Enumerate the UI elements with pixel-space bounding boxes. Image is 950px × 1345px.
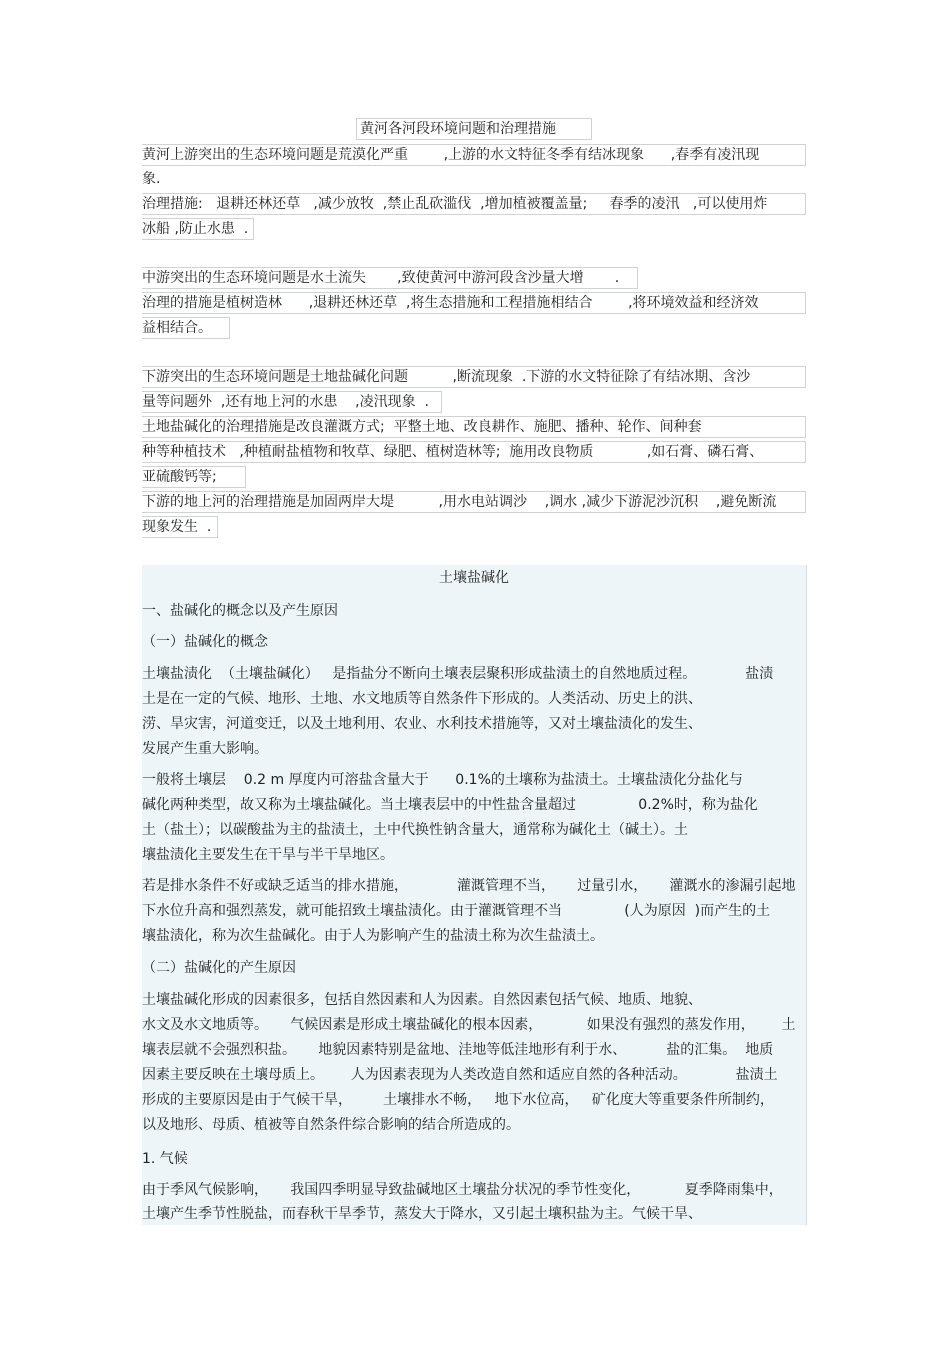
paragraph-3-line-1: 若是排水条件不好或缺乏适当的排水措施， 灌溉管理不当， 过量引水， 灌溉水的渗漏引起地 — [142, 878, 796, 894]
paragraph-1-line-1: 土壤盐渍化 （土壤盐碱化） 是指盐分不断向土壤表层聚积形成盐渍土的自然地质过程。 盐渍 — [142, 666, 774, 682]
salinization-measures-line-1: 土地盐碱化的治理措施是改良灌溉方式; 平整土地、改良耕作、施肥、播种、轮作、间种套 — [142, 419, 702, 435]
heading-concept: （一）盐碱化的概念 — [142, 634, 268, 650]
paragraph-2-line-3: 土（盐土）；以碳酸盐为主的盐渍土，土中代换性钠含量大，通常称为碱化土（碱土）。土 — [142, 822, 688, 838]
upper-reach-line-1: 黄河上游突出的生态环境问题是荒漠化严重 ,上游的水文特征冬季有结冰现象 ,春季有凌汛现 — [142, 147, 760, 163]
middle-measures-line-1: 治理的措施是植树造林 ,退耕还林还草 ,将生态措施和工程措施相结合 ,将环境效益和经济效 — [142, 295, 759, 311]
paragraph-1-line-4: 发展产生重大影响。 — [142, 741, 268, 757]
paragraph-3-line-3: 壤盐渍化，称为次生盐碱化。由于人为影响产生的盐渍土称为次生盐渍土。 — [142, 928, 604, 944]
paragraph-3-line-2: 下水位升高和强烈蒸发，就可能招致土壤盐渍化。由于灌溉管理不当 (人为原因 )而产生的土 — [142, 903, 771, 919]
paragraph-2-line-4: 壤盐渍化主要发生在干旱与半干旱地区。 — [142, 847, 394, 863]
heading-1: 一、盐碱化的概念以及产生原因 — [142, 603, 338, 619]
suspended-river-line-2: 现象发生 . — [142, 519, 212, 535]
heading-causes: （二）盐碱化的产生原因 — [142, 960, 296, 976]
section-title-yellow-river: 黄河各河段环境问题和治理措施 — [356, 118, 592, 140]
paragraph-4-line-4: 因素主要反映在土壤母质上。 人为因素表现为人类改造自然和适应自然的各种活动。 盐渍土 — [142, 1067, 778, 1083]
paragraph-4-line-3: 壤表层就不会强烈积盐。 地貌因素特别是盆地、洼地等低洼地形有利于水、 盐的汇集。 地质 — [142, 1042, 774, 1058]
paragraph-1-line-2: 土是在一定的气候、地形、土地、水文地质等自然条件下形成的。人类活动、历史上的洪、 — [142, 691, 702, 707]
paragraph-4-line-2: 水文及水文地质等。 气候因素是形成土壤盐碱化的根本因素， 如果没有强烈的蒸发作用， 土 — [142, 1017, 796, 1033]
paragraph-4-line-6: 以及地形、母质、植被等自然条件综合影响的结合所造成的。 — [142, 1117, 520, 1133]
middle-reach-line-1: 中游突出的生态环境问题是水土流失 ,致使黄河中游河段含沙量大增 . — [142, 270, 620, 286]
salinization-measures-line-2: 种等种植技术 ,种植耐盐植物和牧草、绿肥、植树造林等; 施用改良物质 ,如石膏、磷石膏、 — [142, 444, 764, 460]
upper-measures-line-2: 冰船 ,防止水患 . — [142, 221, 249, 237]
heading-climate: 1. 气候 — [142, 1151, 188, 1167]
paragraph-2-line-1: 一般将土壤层 0.2 m 厚度内可溶盐含量大于 0.1%的土壤称为盐渍土。土壤盐渍化分盐化与 — [142, 772, 743, 788]
paragraph-1-line-3: 涝、旱灾害，河道变迁，以及土地利用、农业、水利技术措施等，又对土壤盐渍化的发生、 — [142, 716, 702, 732]
suspended-river-line-1: 下游的地上河的治理措施是加固两岸大堤 ,用水电站调沙 ,调水 ,减少下游泥沙沉积 ,避免断流 — [142, 494, 777, 510]
lower-reach-line-1: 下游突出的生态环境问题是土地盐碱化问题 ,断流现象 .下游的水文特征除了有结冰期、含沙 — [142, 369, 751, 385]
paragraph-5-line-1: 由于季风气候影响， 我国四季明显导致盐碱地区土壤盐分状况的季节性变化， 夏季降雨集中， — [142, 1182, 783, 1198]
salinization-measures-line-3: 亚硫酸钙等; — [142, 469, 217, 485]
paragraph-2-line-2: 碱化两种类型，故又称为土壤盐碱化。当土壤表层中的中性盐含量超过 0.2%时，称为盐化 — [142, 797, 758, 813]
section-title-soil-salinization: 土壤盐碱化 — [439, 570, 509, 586]
paragraph-5-line-2: 土壤产生季节性脱盐，而春秋干旱季节，蒸发大于降水，又引起土壤积盐为主。气候干旱、 — [142, 1206, 702, 1222]
upper-reach-line-2: 象. — [142, 171, 161, 187]
paragraph-4-line-1: 土壤盐碱化形成的因素很多，包括自然因素和人为因素。自然因素包括气候、地质、地貌、 — [142, 992, 702, 1008]
paragraph-4-line-5: 形成的主要原因是由于气候干旱， 土壤排水不畅， 地下水位高， 矿化度大等重要条件所制约， — [142, 1092, 774, 1108]
lower-reach-line-2: 量等问题外 ,还有地上河的水患 ,凌汛现象 . — [142, 394, 429, 410]
middle-measures-line-2: 益相结合。 — [142, 320, 212, 336]
upper-measures-line-1: 治理措施: 退耕还林还草 ,减少放牧 ,禁止乱砍滥伐 ,增加植被覆盖量; 春季的凌汛 ,可以使用炸 — [142, 196, 768, 212]
